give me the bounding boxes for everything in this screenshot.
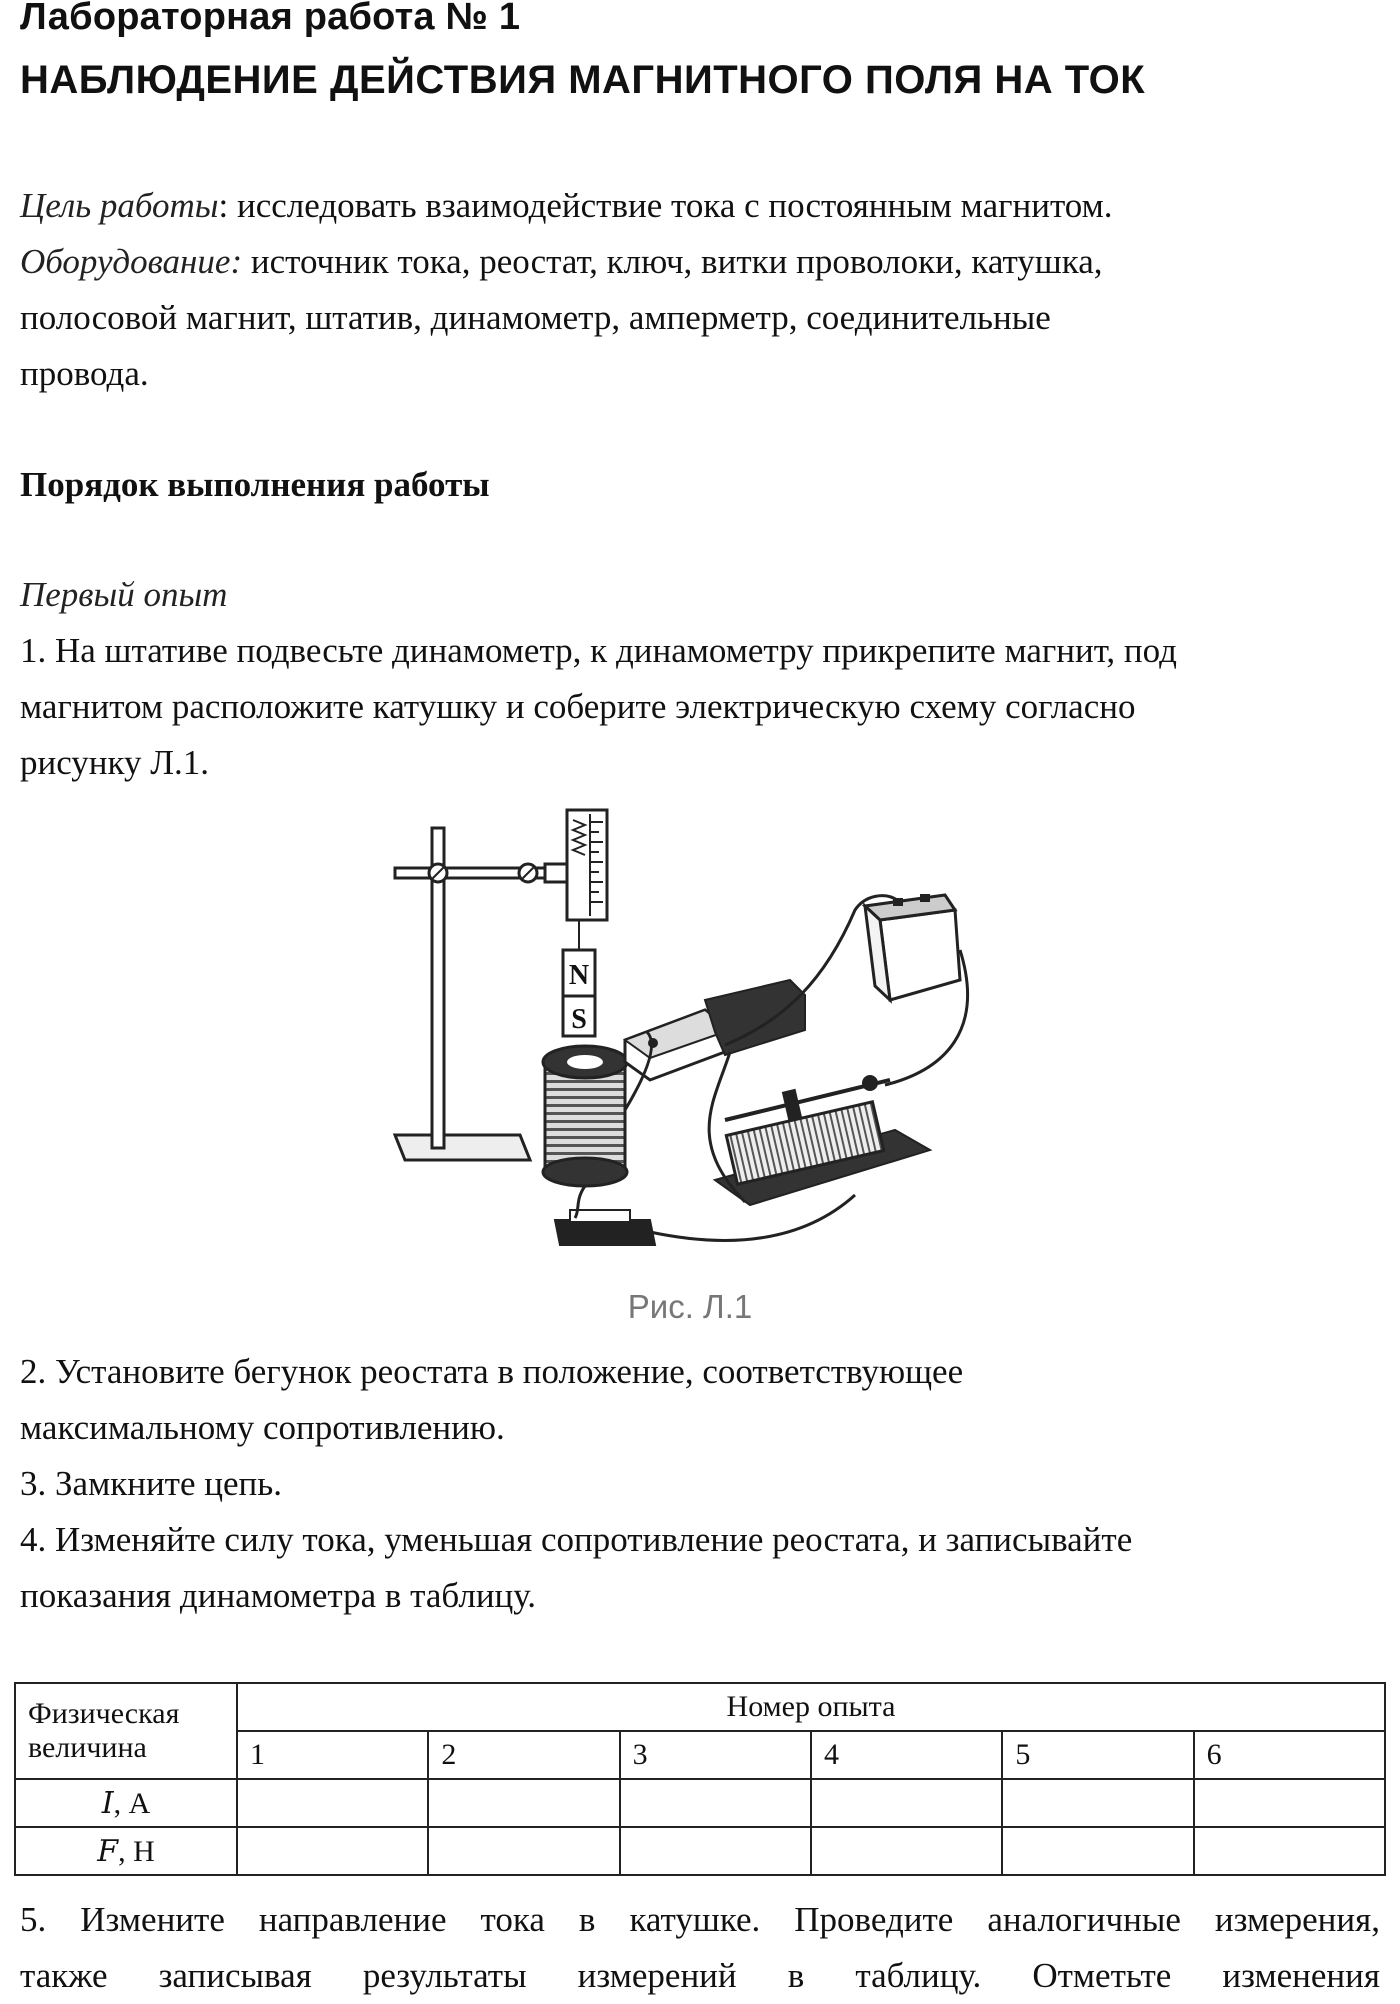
experiment-number-cell: 5: [1002, 1731, 1193, 1779]
experiment-number-cell: 1: [237, 1731, 428, 1779]
lab-title: Лабораторная работа № 1: [20, 0, 521, 38]
step-4-line-1: 4. Изменяйте силу тока, уменьшая сопротивление реостата, и записывайте: [20, 1520, 1133, 1559]
step-1-line-1: 1. На штативе подвесьте динамометр, к динамометру прикрепите магнит, под: [20, 631, 1177, 670]
figure-l1: [385, 800, 995, 1340]
step-5-block: [20, 1892, 1380, 2004]
experiment-label-block: [20, 567, 1380, 623]
equipment-line-3: провода.: [20, 354, 149, 393]
step-1-block: [20, 623, 1380, 791]
equipment-line-2: полосовой магнит, штатив, динамометр, амперметр, соединительные: [20, 298, 1051, 337]
step-1-line-3: рисунку Л.1.: [20, 743, 210, 782]
experiment-number-cell: 3: [620, 1731, 811, 1779]
current-symbol: I: [101, 1785, 114, 1821]
value-cell[interactable]: [1194, 1779, 1385, 1827]
experiment-number-cell: 2: [428, 1731, 619, 1779]
stand: [395, 828, 567, 1160]
step-2-line-1: 2. Установите бегунок реостата в положение, соответствующее: [20, 1352, 964, 1391]
steps-2-4-block: [20, 1344, 1380, 1624]
force-symbol: F: [97, 1833, 119, 1869]
value-cell[interactable]: [428, 1779, 619, 1827]
goal-line: [20, 178, 1380, 234]
equipment-text-1: источник тока, реостат, ключ, витки проволоки, катушка,: [242, 242, 1103, 281]
step-1-line-2: магнитом расположите катушку и соберите электрическую схему согласно: [20, 687, 1136, 726]
step-4-line-2: показания динамометра в таблицу.: [20, 1576, 537, 1615]
value-cell[interactable]: [237, 1779, 428, 1827]
equipment-line-1: [20, 234, 1380, 290]
apparatus-illustration: [385, 800, 995, 1280]
experiment-number-cell: 4: [811, 1731, 1002, 1779]
value-cell[interactable]: [811, 1779, 1002, 1827]
magnet-south-label: S: [571, 1004, 587, 1035]
force-unit: , Н: [118, 1834, 155, 1868]
switch-key: [555, 1210, 655, 1245]
step-5-line-1: 5. Измените направление тока в катушке. Проведите аналогичные измерения,: [20, 1900, 1380, 1939]
value-cell[interactable]: [1194, 1827, 1385, 1875]
dynamometer: [567, 810, 607, 950]
figure-caption: Рис. Л.1: [627, 1288, 753, 1325]
goal-text: : исследовать взаимодействие тока с постоянным магнитом.: [218, 186, 1113, 225]
table-row-current: [15, 1779, 1385, 1827]
magnet-north-label: N: [568, 960, 590, 991]
quantity-header-bottom: величина: [15, 1731, 237, 1779]
ammeter: [625, 980, 805, 1080]
quantity-header-top: Физическая: [15, 1683, 237, 1731]
bar-magnet: [563, 950, 595, 1036]
value-cell[interactable]: [237, 1827, 428, 1875]
current-source: [865, 894, 960, 1000]
experiment-label: Первый опыт: [20, 575, 228, 614]
experiment-number-header: Номер опыта: [237, 1683, 1385, 1731]
results-table: [14, 1682, 1386, 1876]
equipment-label: Оборудование:: [20, 242, 243, 281]
table-row-force: [15, 1827, 1385, 1875]
step-5-line-2: также записывая результаты измерений в таблицу. Отметьте изменения: [20, 1956, 1380, 1995]
current-unit: , А: [113, 1786, 151, 1820]
coil: [543, 1046, 627, 1186]
goal-label: Цель работы: [20, 186, 219, 225]
quantity-cell-force: [15, 1827, 237, 1875]
value-cell[interactable]: [620, 1779, 811, 1827]
value-cell[interactable]: [811, 1827, 1002, 1875]
value-cell[interactable]: [1002, 1827, 1193, 1875]
goal-equipment-block: [20, 178, 1380, 402]
value-cell[interactable]: [428, 1827, 619, 1875]
step-3: 3. Замкните цепь.: [20, 1464, 282, 1503]
procedure-heading: Порядок выполнения работы: [20, 465, 490, 504]
rheostat: [715, 1075, 930, 1205]
value-cell[interactable]: [620, 1827, 811, 1875]
experiment-number-cell: 6: [1194, 1731, 1385, 1779]
main-title: НАБЛЮДЕНИЕ ДЕЙСТВИЯ МАГНИТНОГО ПОЛЯ НА ТОК: [20, 58, 1146, 102]
quantity-cell-current: [15, 1779, 237, 1827]
step-2-line-2: максимальному сопротивлению.: [20, 1408, 505, 1447]
value-cell[interactable]: [1002, 1779, 1193, 1827]
